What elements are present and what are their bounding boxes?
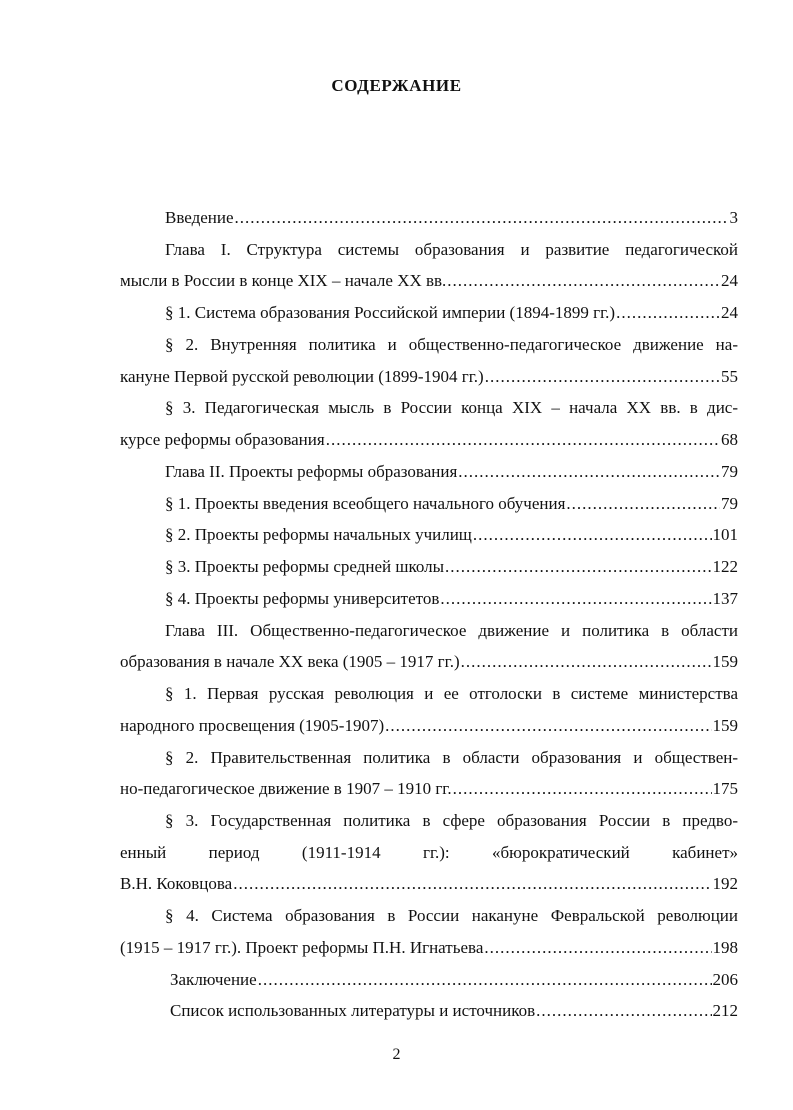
toc-entry-ch1-sec2[interactable]: § 2. Внутренняя политика и общественно-педагогическое движение на- bbox=[165, 335, 738, 354]
toc-entry-ch2-sec4[interactable] bbox=[165, 588, 738, 610]
toc-entry-page: 79 bbox=[721, 462, 738, 481]
toc-entry-chapter-1[interactable]: Глава I. Структура системы образования и развитие педагогической bbox=[165, 240, 738, 259]
toc-entry-text: Введение bbox=[165, 208, 234, 227]
leader-dots bbox=[233, 873, 711, 895]
toc-entry-page: 3 bbox=[729, 208, 738, 227]
toc-entry-ch1-sec1[interactable] bbox=[165, 302, 738, 324]
toc-entry-chapter-3[interactable]: Глава III. Общественно-педагогическое движение и политика в области bbox=[165, 621, 738, 640]
toc-entry-ch3-sec2[interactable]: § 2. Правительственная политика в области образования и обществен- bbox=[165, 748, 738, 767]
toc-entry-page: 175 bbox=[712, 779, 738, 798]
toc-entry-page: 192 bbox=[712, 874, 738, 893]
toc-entry-chapter-3-cont[interactable] bbox=[120, 651, 738, 673]
toc-entry-chapter-1-cont[interactable] bbox=[120, 270, 738, 292]
toc-entry-bibliography[interactable] bbox=[170, 1000, 738, 1022]
toc-entry-text: народного просвещения (1905-1907) bbox=[120, 716, 385, 735]
toc-entry-ch3-sec3[interactable]: § 3. Государственная политика в сфере образования России в предво- bbox=[165, 811, 738, 830]
toc-entry-ch3-sec1[interactable]: § 1. Первая русская революция и ее отголоски в системе министерства bbox=[165, 684, 738, 703]
leader-dots bbox=[445, 556, 711, 578]
toc-entry-chapter-2[interactable] bbox=[165, 461, 738, 483]
leader-dots bbox=[458, 461, 720, 483]
toc-entry-text: но-педагогическое движение в 1907 – 1910 гг. bbox=[120, 779, 452, 798]
toc-entry-ch2-sec2[interactable] bbox=[165, 524, 738, 546]
toc-entry-page: 159 bbox=[712, 716, 738, 735]
leader-dots bbox=[258, 969, 712, 991]
toc-entry-page: 24 bbox=[721, 271, 738, 290]
toc-entry-ch3-sec4[interactable]: § 4. Система образования в России накануне Февральской революции bbox=[165, 906, 738, 925]
leader-dots bbox=[566, 493, 720, 515]
leader-dots bbox=[235, 207, 729, 229]
toc-entry-text: мысли в России в конце XIX – начале XX вв. bbox=[120, 271, 447, 290]
toc-entry-page: 198 bbox=[712, 938, 738, 957]
toc-entry-text: § 3. Проекты реформы средней школы bbox=[165, 557, 445, 576]
toc-entry-text: § 4. Проекты реформы университетов bbox=[165, 589, 440, 608]
toc-entry-ch1-sec2-cont[interactable] bbox=[120, 366, 738, 388]
toc-entry-page: 137 bbox=[712, 589, 738, 608]
toc-entry-ch3-sec3-cont[interactable]: енный период (1911-1914 гг.): «бюрократический кабинет» bbox=[120, 843, 738, 862]
leader-dots bbox=[385, 715, 711, 737]
toc-entry-ch3-sec4-cont[interactable] bbox=[120, 937, 738, 959]
leader-dots bbox=[447, 270, 720, 292]
toc-entry-text: образования в начале XX века (1905 – 1917 гг.) bbox=[120, 652, 460, 671]
leader-dots bbox=[485, 366, 720, 388]
toc-entry-text: Заключение bbox=[170, 970, 257, 989]
toc-entry-page: 55 bbox=[721, 367, 738, 386]
toc-entry-text: (1915 – 1917 гг.). Проект реформы П.Н. Игнатьева bbox=[120, 938, 484, 957]
toc-entry-text: § 1. Проекты введения всеобщего начального обучения bbox=[165, 494, 566, 513]
toc-entry-text: § 2. Проекты реформы начальных училищ bbox=[165, 525, 472, 544]
leader-dots bbox=[473, 524, 712, 546]
toc-entry-page: 159 bbox=[712, 652, 738, 671]
toc-entry-page: 79 bbox=[721, 494, 738, 513]
toc-entry-ch1-sec3[interactable]: § 3. Педагогическая мысль в России конца XIX – начала XX вв. в дис- bbox=[165, 398, 738, 417]
toc-entry-ch2-sec1[interactable] bbox=[165, 493, 738, 515]
toc-entry-introduction[interactable] bbox=[165, 207, 738, 229]
toc-entry-page: 206 bbox=[712, 970, 738, 989]
toc-entry-page: 122 bbox=[712, 557, 738, 576]
toc-entry-ch3-sec1-cont[interactable] bbox=[120, 715, 738, 737]
page-title: СОДЕРЖАНИЕ bbox=[331, 76, 462, 95]
leader-dots bbox=[616, 302, 720, 324]
toc-entry-page: 24 bbox=[721, 303, 738, 322]
toc-entry-text: В.Н. Коковцова bbox=[120, 874, 233, 893]
toc-entry-page: 68 bbox=[721, 430, 738, 449]
toc-entry-text: § 1. Система образования Российской империи (1894-1899 гг.) bbox=[165, 303, 616, 322]
leader-dots bbox=[440, 588, 711, 610]
leader-dots bbox=[484, 937, 711, 959]
toc-entry-text: кануне Первой русской революции (1899-1904 гг.) bbox=[120, 367, 484, 386]
toc-entry-ch1-sec3-cont[interactable] bbox=[120, 429, 738, 451]
leader-dots bbox=[453, 778, 712, 800]
toc-entry-text: курсе реформы образования bbox=[120, 430, 325, 449]
toc-entry-ch3-sec3-cont2[interactable] bbox=[120, 873, 738, 895]
leader-dots bbox=[326, 429, 720, 451]
toc-entry-text: Список использованных литературы и источников bbox=[170, 1001, 536, 1020]
toc-entry-page: 101 bbox=[712, 525, 738, 544]
page-number: 2 bbox=[392, 1046, 401, 1063]
toc-entry-conclusion[interactable] bbox=[170, 969, 738, 991]
toc-entry-ch3-sec2-cont[interactable] bbox=[120, 778, 738, 800]
toc-entry-ch2-sec3[interactable] bbox=[165, 556, 738, 578]
leader-dots bbox=[536, 1000, 711, 1022]
toc-entry-text: Глава II. Проекты реформы образования bbox=[165, 462, 458, 481]
toc-entry-page: 212 bbox=[712, 1001, 738, 1020]
leader-dots bbox=[461, 651, 712, 673]
